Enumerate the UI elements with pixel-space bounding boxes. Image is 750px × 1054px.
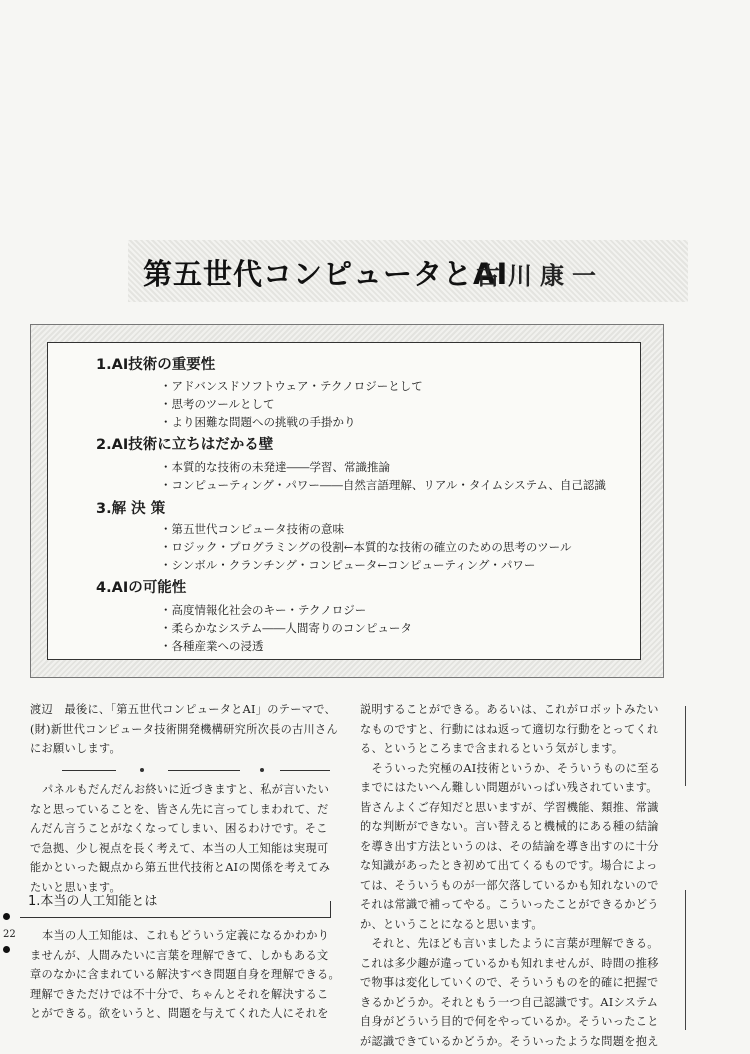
text-line: 的な判断ができない。言い替えると機械的にある種の結論 <box>360 820 659 833</box>
text-line: それと、先ほども言いましたように言葉が理解できる。 <box>360 937 659 950</box>
outline-item: ・高度情報化社会のキー・テクノロジー <box>160 603 367 617</box>
text-line: たいと思います。 <box>30 880 122 894</box>
section-paragraph <box>30 926 348 1024</box>
text-line: 自身がどういう目的で何をやっているか。そういったこと <box>360 1015 659 1028</box>
outline-item: ・思考のツールとして <box>160 397 275 411</box>
page-number: 22 <box>3 929 16 940</box>
text-line: か、ということになると思います。 <box>360 917 543 931</box>
outline-item: ・アドバンスドソフトウェア・テクノロジーとして <box>160 379 423 393</box>
outline-section-heading: 4.AIの可能性 <box>96 580 187 596</box>
text-line: ては、そういうものが一部欠落しているかも知れないので <box>360 878 659 892</box>
outline-item: ・ロジック・プログラミングの役割←本質的な技術の確立のための思考のツール <box>160 540 572 554</box>
margin-bullet <box>3 946 10 953</box>
text-line: んだん言うことがなくなってしまい、困るわけです。そこ <box>30 822 328 835</box>
text-line: きるかどうか。それともう一つ自己認識です。AIシステム <box>360 995 659 1009</box>
text-line: パネルもだんだんお終いに近づきますと、私が言いたい <box>42 783 330 796</box>
outline-item: ・より困難な問題への挑戦の手掛かり <box>160 415 356 429</box>
right-column-text <box>360 700 682 1051</box>
text-line: 皆さんよくご存知だと思いますが、学習機能、類推、常識 <box>360 800 659 814</box>
separator-dot <box>140 768 144 772</box>
text-line: それは常識で補ってやる。こういったことができるかどう <box>360 898 659 911</box>
text-line: なと思っていることを、皆さん先に言ってしまわれて、だ <box>30 802 329 816</box>
text-line: 渡辺 最後に、「第五世代コンピュータとAI」のテーマで、 <box>30 703 336 716</box>
speech-paragraph <box>30 780 348 897</box>
text-line: 説明することができる。あるいは、これがロボットみたい <box>360 703 659 716</box>
outline-section-heading: 2.AI技術に立ちはだかる壁 <box>96 437 274 453</box>
margin-rule <box>685 890 686 1030</box>
text-line: が認識できているかどうか。そういったような問題を抱え <box>360 1034 659 1048</box>
text-line: る、というところまで含まれるという気がします。 <box>360 742 624 755</box>
separator-line <box>62 770 116 771</box>
author-name: 古川康一 <box>476 262 604 290</box>
outline-item: ・柔らかなシステム――人間寄りのコンピュータ <box>160 621 412 635</box>
text-line: を導き出す方法というのは、その結論を導き出すのに十分 <box>360 839 659 853</box>
section-heading: 1.本当の人工知能とは <box>28 894 158 909</box>
text-line: にお願いします。 <box>30 742 122 755</box>
outline-section-heading: 1.AI技術の重要性 <box>96 357 216 373</box>
text-line: 本当の人工知能は、これもどういう定義になるかわかり <box>42 929 330 942</box>
text-line: ませんが、人間みたいに言葉を理解できて、しかもある文 <box>30 948 329 962</box>
separator-line <box>168 770 240 771</box>
intro-paragraph <box>30 700 348 759</box>
outline-section-heading: 3.解 決 策 <box>96 501 166 517</box>
text-line: な知識があったとき初めて出てくるものです。場合によっ <box>360 859 658 872</box>
outline-item: ・シンボル・クランチング・コンピュータ←コンピューティング・パワー <box>160 558 536 572</box>
text-line: 章のなかに含まれている解決すべき問題自身を理解できる。 <box>30 968 340 981</box>
outline-item: ・コンピューティング・パワー――自然言語理解、リアル・タイムシステム、自己認識 <box>160 478 606 492</box>
outline-item: ・本質的な技術の未発達――学習、常識推論 <box>160 460 390 474</box>
text-line: までにはたいへん難しい問題がいっぱい残されています。 <box>360 781 658 794</box>
text-line: なものですと、行動にはね返って適切な行動をとってくれ <box>360 722 659 736</box>
article-title: 第五世代コンピュータとAI <box>143 257 509 291</box>
text-line: とができる。欲をいうと、問題を与えてくれた人にそれを <box>30 1007 329 1020</box>
outline-item: ・第五世代コンピュータ技術の意味 <box>160 522 344 536</box>
text-line: で物事は変化していくので、そういうものを的確に把握で <box>360 976 659 989</box>
margin-rule <box>685 706 686 786</box>
text-line: これは多少趣が違っているかも知れませんが、時間の推移 <box>360 956 659 970</box>
text-line: 能かといった観点から第五世代技術とAIの関係を考えてみ <box>30 861 331 874</box>
text-line: そういった究極のAI技術というか、そういうものに至る <box>360 761 661 775</box>
text-line: 理解できただけでは不十分で、ちゃんとそれを解決するこ <box>30 987 329 1001</box>
separator-line <box>280 770 330 771</box>
margin-bullet <box>3 913 10 920</box>
text-line: で急拠、少し視点を長く考えて、本当の人工知能は実現可 <box>30 841 329 855</box>
text-line: (財)新世代コンピュータ技術開発機構研究所次長の古川さん <box>30 722 339 736</box>
outline-item: ・各種産業への浸透 <box>160 639 264 653</box>
separator-dot <box>260 768 264 772</box>
